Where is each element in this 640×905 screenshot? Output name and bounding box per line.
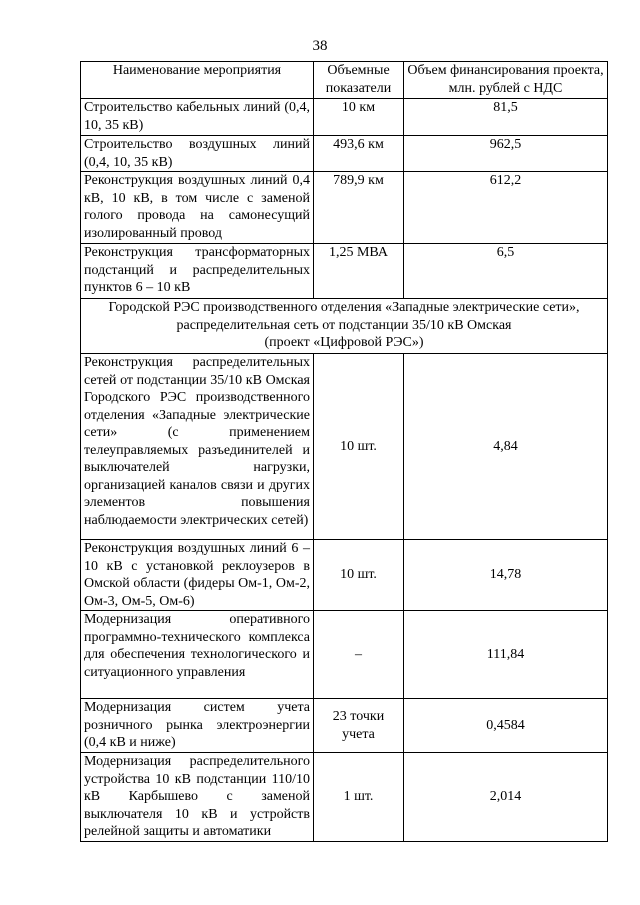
row-name: Модернизация систем учета розничного рынка электроэнергии (0,4 кВ и ниже) — [81, 699, 314, 753]
row-name: Реконструкция трансформаторных подстанций и распределительных пунктов 6 – 10 кВ — [81, 244, 314, 299]
section-line-2: распределительная сеть от подстанции 35/10 кВ Омская — [176, 317, 512, 333]
row-volume: 10 шт. — [314, 354, 404, 540]
section-title — [81, 299, 608, 354]
header-volume: Объемные показатели — [314, 62, 404, 99]
row-volume: 10 км — [314, 99, 404, 136]
table-header-row — [81, 62, 608, 99]
section-row — [81, 299, 608, 354]
table-row — [81, 753, 608, 842]
row-volume: 23 точки учета — [314, 699, 404, 753]
row-funding: 962,5 — [404, 136, 608, 172]
header-name: Наименование мероприятия — [81, 62, 314, 99]
table-row — [81, 611, 608, 699]
row-name: Строительство кабельных линий (0,4, 10, 35 кВ) — [81, 99, 314, 136]
table-row — [81, 244, 608, 299]
row-funding: 0,4584 — [404, 699, 608, 753]
section-line-3: (проект «Цифровой РЭС») — [264, 335, 424, 350]
row-volume: 1,25 МВА — [314, 244, 404, 299]
row-volume: 493,6 км — [314, 136, 404, 172]
row-funding: 81,5 — [404, 99, 608, 136]
row-volume: 789,9 км — [314, 172, 404, 244]
page-number: 38 — [312, 38, 328, 54]
header-funding: Объем финансирования проекта, млн. рублей с НДС — [404, 62, 608, 99]
table-row — [81, 540, 608, 611]
row-name: Реконструкция распределительных сетей от подстанции 35/10 кВ Омская Городского РЭС производственного отделения «Западные электрические сети» (с применением телеуправляемых разъединителей и выключателей нагрузки, организацией каналов связи и других элементов повышения наблюдаемости электрических сетей) — [81, 354, 314, 540]
table-row — [81, 172, 608, 244]
row-funding: 14,78 — [404, 540, 608, 611]
row-name: Строительство воздушных линий (0,4, 10, 35 кВ) — [81, 136, 314, 172]
row-name: Модернизация распределительного устройства 10 кВ подстанции 110/10 кВ Карбышево с заменой выключателя 10 кВ и устройств релейной защиты и автоматики — [81, 753, 314, 842]
row-name: Модернизация оперативного программно-технического комплекса для обеспечения технологического и ситуационного управления — [81, 611, 314, 699]
row-funding: 612,2 — [404, 172, 608, 244]
row-funding: 111,84 — [404, 611, 608, 699]
row-funding: 2,014 — [404, 753, 608, 842]
row-volume: 1 шт. — [314, 753, 404, 842]
row-name: Реконструкция воздушных линий 6 – 10 кВ с установкой реклоузеров в Омской области (фидеры Ом-1, Ом-2, Ом-3, Ом-5, Ом-6) — [81, 540, 314, 611]
table-row — [81, 699, 608, 753]
table-row — [81, 136, 608, 172]
table-row — [81, 354, 608, 540]
row-funding: 6,5 — [404, 244, 608, 299]
table-row — [81, 99, 608, 136]
section-line-1: Городской РЭС производственного отделения «Западные электрические сети», — [108, 300, 580, 315]
row-volume: – — [314, 611, 404, 699]
row-volume: 10 шт. — [314, 540, 404, 611]
funding-table — [80, 61, 608, 842]
row-name: Реконструкция воздушных линий 0,4 кВ, 10 кВ, в том числе с заменой голого провода на самонесущий изолированный провод — [81, 172, 314, 244]
row-funding: 4,84 — [404, 354, 608, 540]
